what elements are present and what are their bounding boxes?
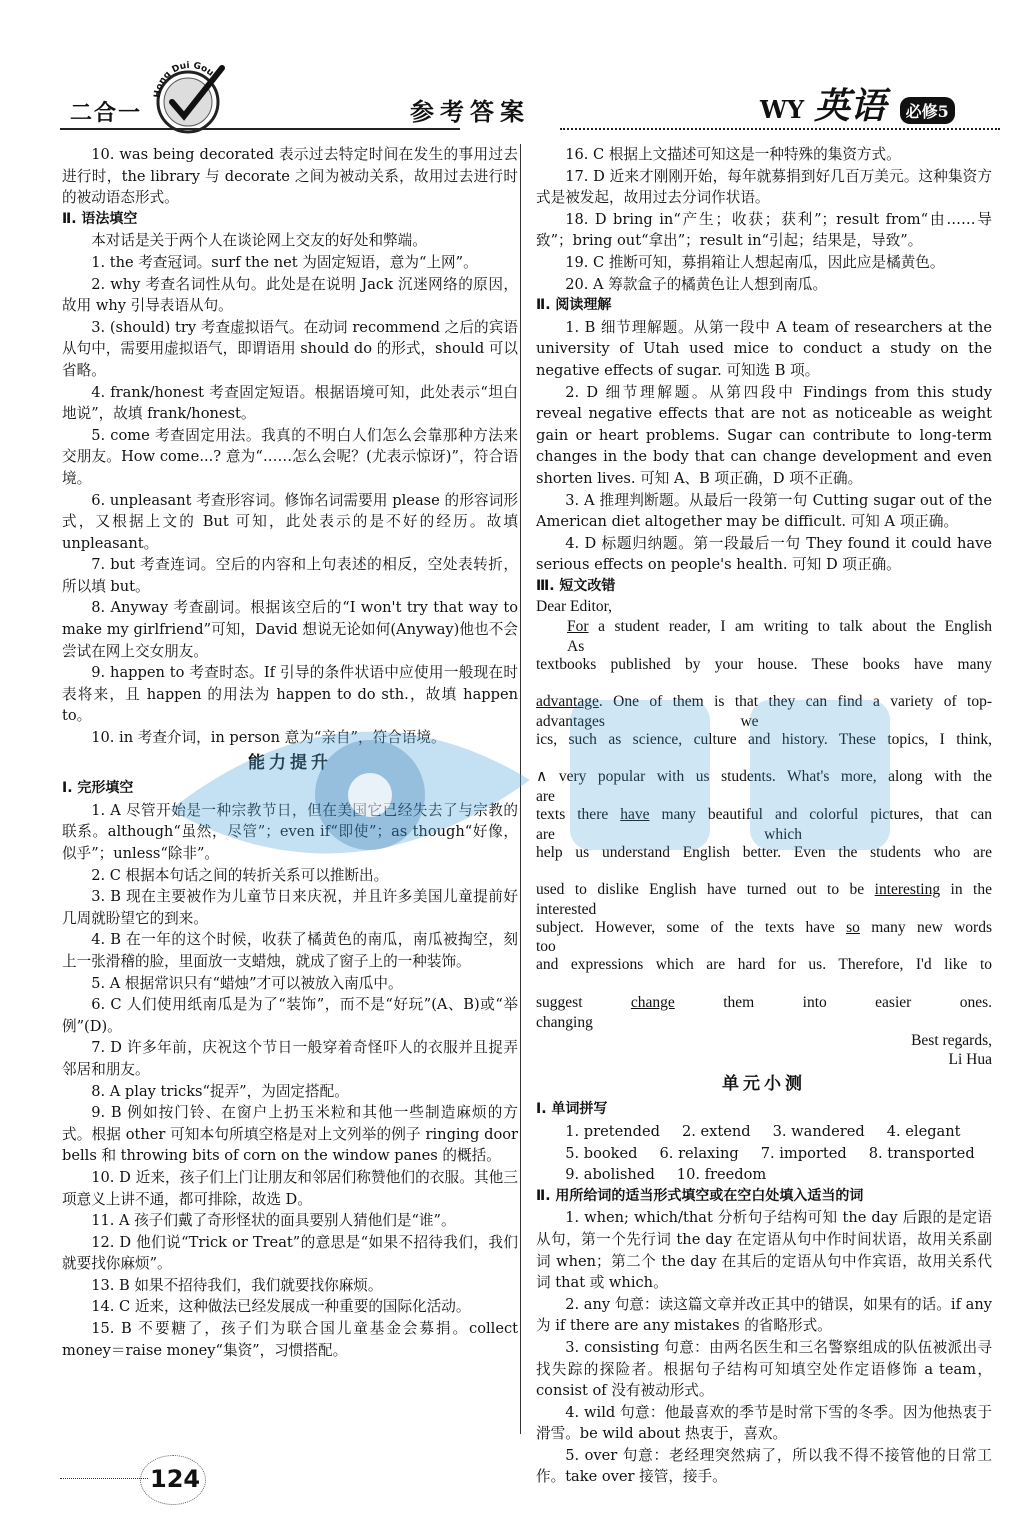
- word-row: [536, 1164, 992, 1186]
- right-top-paragraph: 17. D 近来才刚刚开始，每年就募捐到好几百万美元。这种集资方式是被发起，故用过去分词作状语。: [536, 167, 992, 207]
- right-bottom-paragraph: 4. wild 句意：他最喜欢的季节是时常下雪的冬季。因为他热衷于滑雪。be wild about 热衷于，喜欢。: [536, 1403, 992, 1443]
- column-divider: [520, 144, 521, 1434]
- left-paragraph: 1. the 考查冠词。surf the net 为固定短语，意为“上网”。: [91, 253, 478, 271]
- left-paragraph: 3. (should) try 考查虚拟语气。在动词 recommend 之后的宾语从句中，需要用虚拟语气，即谓语用 should do 的形式，should 可以省略。: [62, 318, 518, 379]
- left-paragraph: 10. D 近来，孩子们上门让朋友和邻居们称赞他们的衣服。其他三项意义上讲不通，都可排除，故选 D。: [62, 1168, 518, 1208]
- letter-text: suggest: [536, 994, 631, 1011]
- unit-title: 单元小测: [722, 1073, 806, 1094]
- letter-line: [536, 955, 992, 975]
- left-paragraph: 8. A play tricks“捉弄”，为固定搭配。: [91, 1082, 349, 1100]
- left-paragraph: 4. B 在一年的这个时候，收获了橘黄色的南瓜，南瓜被掏空，刻上一张滑稽的脸，里面放一支蜡烛，就成了窗子上的一种装饰。: [62, 931, 518, 970]
- page-number: 124: [150, 1465, 201, 1493]
- letter-text: ∧ very popular with us students. What's more, along with the: [536, 768, 992, 786]
- right-top-section-heading: Ⅱ. 阅读理解: [536, 297, 612, 314]
- left-paragraph: 本对话是关于两个人在谈论网上交友的好处和弊端。: [91, 232, 427, 250]
- error-word: advantage: [536, 693, 599, 711]
- correction-word: interested: [536, 900, 597, 918]
- correction-letter: [536, 597, 992, 1069]
- error-word: For: [567, 618, 589, 636]
- left-paragraph: 5. A 根据常识只有“蜡烛”才可以被放入南瓜中。: [91, 974, 403, 992]
- left-paragraph: 8. Anyway 考查副词。根据该空后的“I won't try that way to make my girlfriend”可知，David 想说无论如何(Anyway)他也不会尝试在网上交女朋友。: [62, 599, 518, 660]
- letter-text: a student reader, I am writing to talk about the English: [588, 618, 992, 636]
- correction-word: advantages we: [536, 712, 759, 730]
- left-paragraph: 10. in 考查介词，in person 意为“亲自”，符合语境。: [91, 729, 446, 747]
- header-prefix: WY: [760, 95, 805, 124]
- letter-line: [536, 843, 992, 863]
- left-paragraph: 14. C 近来，这种做法已经发展成一种重要的国际化活动。: [91, 1298, 471, 1316]
- correction-word: [536, 862, 992, 880]
- letter-text: help us understand English better. Even the students who are: [536, 843, 992, 861]
- correction-word: [536, 749, 992, 767]
- word-answer: 2. extend: [681, 1122, 751, 1140]
- letter-text: . One of them is that they can find a variety of top-: [598, 693, 992, 711]
- left-paragraph: 1. A 尽管开始是一种宗教节日，但在美国它已经失去了与宗教的联系。although“虽然，尽管”；even if“即使”；as though“好像，似乎”；unless“除非”。: [62, 801, 518, 862]
- header-title: 参考答案: [410, 97, 530, 126]
- word-answer: 4. elegant: [886, 1122, 961, 1140]
- left-paragraph: 15. B 不要糖了，孩子们为联合国儿童基金会募捐。collect money＝raise money“集资”，习惯搭配。: [62, 1320, 518, 1359]
- letter-text: them into easier ones.: [674, 994, 993, 1011]
- left-paragraph: 2. C 根据本句话之间的转折关系可以推断出。: [91, 866, 389, 884]
- correction-word: too: [536, 938, 556, 956]
- letter-text: subject. However, some of the texts have: [536, 918, 847, 936]
- letter-text: texts there: [536, 806, 621, 824]
- left-paragraph: 2. why 考查名词性从句。此处是在说明 Jack 沉迷网络的原因，故用 why 引导表语从句。: [62, 275, 518, 315]
- left-paragraph: 7. D 许多年前，庆祝这个节日一般穿着奇怪吓人的衣服并且捉弄邻居和朋友。: [62, 1039, 518, 1078]
- error-word: so: [846, 918, 860, 936]
- right-top-paragraph: 19. C 推断可知，募捐箱让人想起南瓜，因此应是橘黄色。: [565, 253, 945, 271]
- left-paragraph: 3. B 现在主要被作为儿童节日来庆祝，并且许多美国儿童提前好几周就盼望它的到来。: [62, 888, 518, 927]
- right-top-paragraph: 2. D 细节理解题。从第四段中 Findings from this study reveal negative effects that are not as noticeable as weight gain or heart problems. Sugar can contribute to long-term changes in the body that can change development and even shorten lives. 可知 A、B 项正确，D 项不正确。: [536, 383, 992, 487]
- letter-closing: Best regards,: [911, 1031, 992, 1049]
- correction-word: [536, 975, 992, 993]
- letter-line: [536, 767, 992, 787]
- word-answer: 5. booked: [565, 1144, 638, 1162]
- header-subject-name: 英语: [813, 85, 886, 127]
- left-section-heading: Ⅰ. 完形填空: [62, 780, 134, 797]
- letter-text: used to dislike English have turned out to be: [536, 881, 875, 899]
- right-bottom-paragraph: 5. over 句意：老经理突然病了，所以我不得不接管他的日常工作。take over 接管，接手。: [536, 1446, 992, 1486]
- right-top-paragraph: 1. B 细节理解题。从第一段中 A team of researchers at the university of Utah used mice to conduct a study on the negative effects of sugar. 可知选 B 项。: [536, 318, 992, 379]
- letter-text: many new words: [859, 918, 992, 936]
- letter-line: [536, 880, 992, 900]
- letter-greeting: Dear Editor,: [536, 598, 612, 616]
- word-answer: 7. imported: [760, 1144, 847, 1162]
- left-paragraph: 6. C 人们使用纸南瓜是为了“装饰”，而不是“好玩”(A、B)或“举例”(D)。: [62, 996, 518, 1035]
- letter-text: ics, such as science, culture and history. These topics, I think,: [536, 730, 992, 748]
- correction-word: As: [567, 637, 585, 655]
- left-section-heading: Ⅱ. 语法填空: [62, 210, 138, 227]
- header-subject: [760, 78, 955, 129]
- letter-line: [536, 730, 992, 750]
- left-paragraph: 4. frank/honest 考查固定短语。根据语境可知，此处表示“坦白地说”，故填 frank/honest。: [62, 383, 518, 423]
- correction-word: changing: [536, 1013, 593, 1031]
- right-bottom-section: [536, 1207, 992, 1488]
- left-column: [62, 144, 518, 1361]
- left-paragraph: 9. happen to 考查时态。If 引导的条件状语中应使用一般现在时表将来，且 happen 的用法为 happen to do sth.，故填 happen to。: [62, 664, 518, 725]
- letter-line: [536, 805, 992, 825]
- header-tag: 必修5: [900, 97, 955, 124]
- letter-line: [536, 692, 992, 712]
- correction-word: are: [536, 788, 555, 806]
- word-list: [536, 1121, 992, 1186]
- letter-lines: [536, 617, 992, 1031]
- left-paragraph: 10. was being decorated 表示过去特定时间在发生的事用过去进行时，the library 与 decorate 之间为被动关系，故用过去进行时的被动语态形式。: [62, 146, 518, 207]
- right-top-paragraph: 4. D 标题归纳题。第一段最后一句 They found it could have serious effects on people's health. 可知 D 项正确。: [536, 534, 992, 574]
- word-answer: 3. wandered: [772, 1122, 865, 1140]
- error-word: interesting: [874, 881, 941, 899]
- logo-text: Hong Dui Gou: [152, 60, 216, 99]
- letter-text: in the: [940, 881, 992, 899]
- letter-line: [536, 918, 992, 938]
- page-header: [0, 0, 1024, 140]
- letter-line: [536, 655, 992, 675]
- unit-section-2: Ⅱ. 用所给词的适当形式填空或在空白处填入适当的词: [536, 1187, 864, 1204]
- word-answer: 9. abolished: [565, 1166, 655, 1184]
- correction-word: are which: [536, 825, 803, 843]
- word-row: [536, 1121, 992, 1143]
- left-paragraph: 13. B 如果不招待我们，我们就要找你麻烦。: [91, 1276, 383, 1294]
- left-paragraph: 6. unpleasant 考查形容词。修饰名词需要用 please 的形容词形式，又根据上文的 But 可知，此处表示的是不好的经历。故填 unpleasant。: [62, 491, 518, 552]
- letter-signature: Li Hua: [948, 1051, 992, 1069]
- error-word: have: [620, 806, 650, 824]
- letter-text: many beautiful and colorful pictures, that can: [649, 806, 992, 824]
- left-paragraph: 12. D 他们说“Trick or Treat”的意思是“如果不招待我们，我们就要找你麻烦”。: [62, 1233, 518, 1273]
- left-paragraph: 7. but 考查连词。空后的内容和上句表述的相反，空处表转折，所以填 but。: [62, 556, 518, 595]
- letter-line: [536, 993, 992, 1013]
- header-rule-left: [60, 128, 460, 130]
- header-left-label: 二合一: [70, 100, 143, 126]
- right-bottom-paragraph: 3. consisting 句意：由两名医生和三名警察组成的队伍被派出寻找失踪的探险者。根据句子结构可知填空处作定语修饰 a team，consist of 没有被动形式。: [536, 1338, 992, 1400]
- letter-text: textbooks published by your house. These books have many: [536, 655, 992, 673]
- word-answer: 10. freedom: [676, 1166, 767, 1184]
- letter-text: and expressions which are hard for us. Therefore, I'd like to: [536, 956, 992, 974]
- left-paragraph: 5. come 考查固定用法。我真的不明白人们怎么会靠那种方法来交朋友。How come...? 意为“……怎么会呢？(尤表示惊讶)”，符合语境。: [62, 426, 518, 487]
- header-rule-right: [560, 128, 1000, 130]
- page-number-rule: [60, 1478, 148, 1479]
- left-paragraph: 9. B 例如按门铃、在窗户上扔玉米粒和其他一些制造麻烦的方式。根据 other 可知本句所填空格是对上文列举的例子 ringing door bells 和 throwing bits of corn on the window panes 的概括。: [62, 1104, 518, 1165]
- right-top-section-heading: Ⅲ. 短文改错: [536, 577, 616, 594]
- right-top-paragraph: 20. A 筹款盒子的橘黄色让人想到南瓜。: [565, 275, 828, 293]
- right-top-paragraph: 16. C 根据上文描述可知这是一种特殊的集资方式。: [565, 146, 901, 163]
- left-title: 能力提升: [248, 752, 332, 773]
- letter-line: [536, 617, 992, 637]
- left-paragraph: 11. A 孩子们戴了奇形怪状的面具要别人猜他们是“谁”。: [91, 1212, 456, 1230]
- right-column: [536, 144, 992, 1488]
- right-top-paragraph: 18. D bring in“产生；收获；获利”；result from“由……导致”；bring out“拿出”；result in“引起；结果是，导致”。: [536, 210, 992, 250]
- word-answer: 1. pretended: [565, 1122, 660, 1140]
- word-answer: 8. transported: [868, 1144, 975, 1162]
- right-top-paragraph: 3. A 推理判断题。从最后一段第一句 Cutting sugar out of the American diet altogether may be difficult. 可知 A 项正确。: [536, 491, 992, 531]
- correction-word: [536, 674, 992, 692]
- right-top-section: [536, 144, 992, 597]
- word-row: [536, 1143, 992, 1165]
- error-word: change: [630, 994, 675, 1011]
- word-answer: 6. relaxing: [659, 1144, 739, 1162]
- right-bottom-paragraph: 1. when; which/that 分析句子结构可知 the day 后跟的是定语从句，第一个先行词 the day 在定语从句中作时间状语，故用关系副词 when；第二个 the day 在其后的定语从句中作宾语，故用关系代词 that 或 which。: [536, 1209, 992, 1292]
- right-bottom-paragraph: 2. any 句意：读这篇文章并改正其中的错误，如果有的话。if any 为 if there are any mistakes 的省略形式。: [536, 1295, 992, 1335]
- unit-section-1: Ⅰ. 单词拼写: [536, 1101, 608, 1118]
